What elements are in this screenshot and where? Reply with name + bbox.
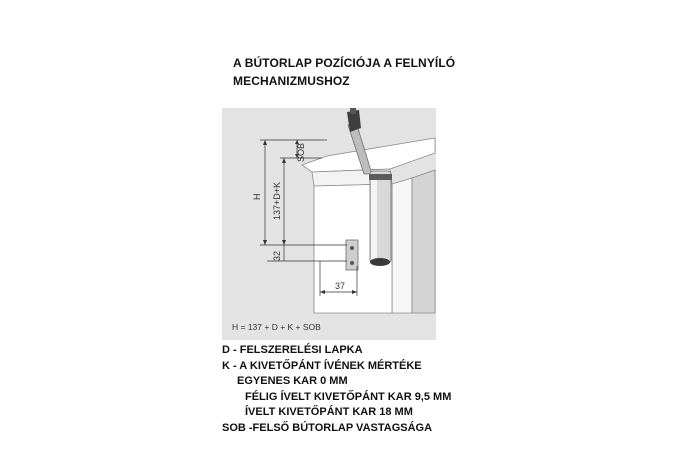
title-line-1: A BÚTORLAP POZÍCIÓJA A FELNYÍLÓ — [233, 56, 456, 70]
legend — [222, 343, 451, 437]
page-title — [233, 54, 455, 90]
mounting-diagram — [222, 108, 436, 340]
legend-d: D - FELSZERELÉSI LAPKA — [222, 344, 363, 356]
plate-screw-bottom — [350, 261, 354, 265]
formula-text: H = 137 + D + K + SOB — [232, 322, 321, 332]
mounting-diagram-svg — [222, 108, 436, 340]
mounting-plate — [346, 240, 358, 270]
label-sob: SOB — [296, 142, 306, 162]
legend-k-straight: EGYENES KAR 0 MM — [237, 375, 348, 388]
legend-k-curved: ÍVELT KIVETŐPÁNT KAR 18 MM — [245, 406, 413, 419]
legend-k: K - A KIVETŐPÁNT ÍVÉNEK MÉRTÉKE — [222, 359, 422, 372]
lift-mechanism-bottom — [370, 258, 390, 266]
lift-mechanism-cap — [369, 174, 392, 180]
label-137dk: 137+D+K — [272, 181, 282, 220]
plate-screw-top — [350, 246, 354, 250]
label-37: 37 — [335, 281, 346, 291]
label-h: H — [252, 193, 262, 200]
legend-sob: SOB -FELSŐ BÚTORLAP VASTAGSÁGA — [222, 421, 433, 434]
label-32: 32 — [272, 250, 282, 261]
arm-bracket-top — [350, 108, 356, 114]
legend-k-half: FÉLIG ÍVELT KIVETŐPÁNT KAR 9,5 MM — [245, 390, 452, 403]
cabinet-side-edge — [392, 178, 412, 313]
lift-mechanism-highlight — [371, 174, 377, 260]
title-line-2: MECHANIZMUSHOZ — [233, 74, 350, 88]
cabinet-right-panel — [412, 170, 435, 313]
